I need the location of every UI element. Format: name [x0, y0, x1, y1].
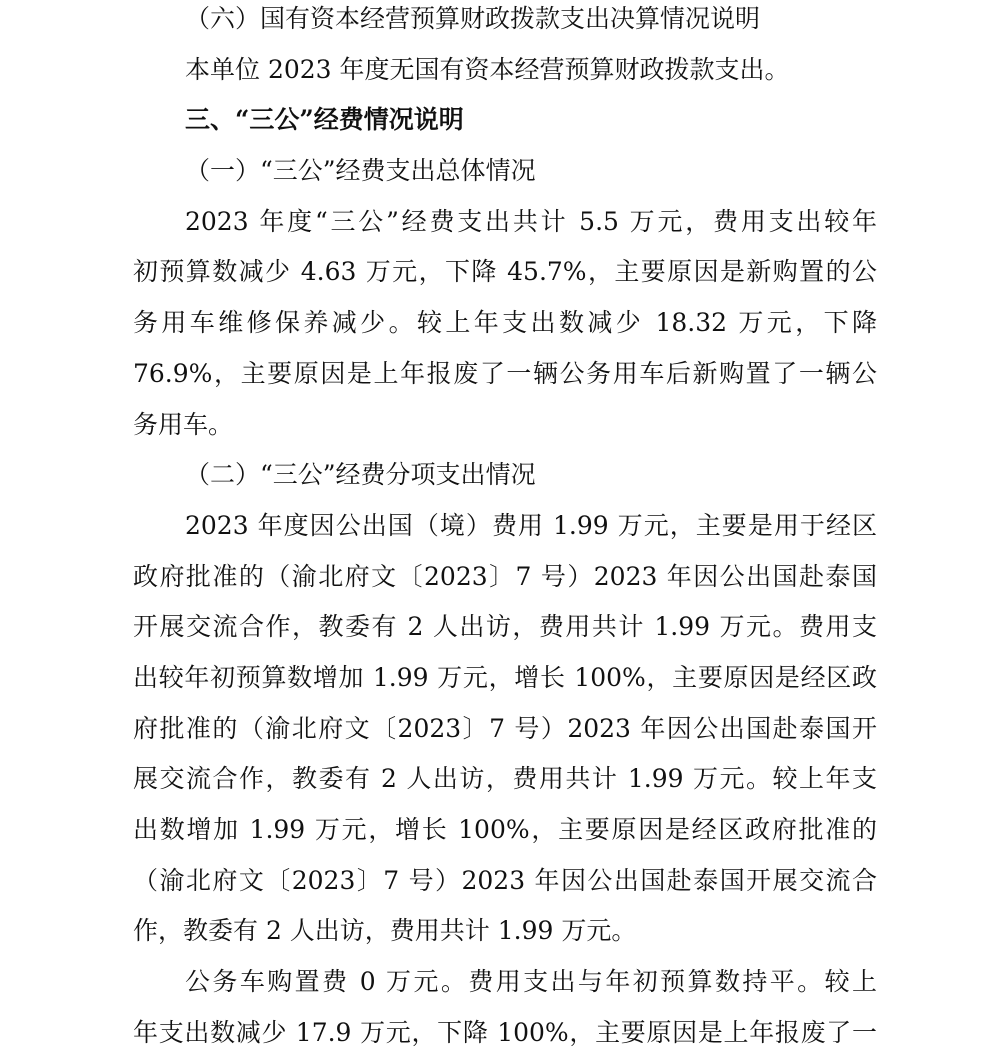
paragraph-line: 初预算数减少 4.63 万元，下降 45.7%，主要原因是新购置的公: [133, 257, 877, 287]
subsection-heading-overall: （一）“三公”经费支出总体情况: [185, 156, 536, 186]
paragraph-line: 年支出数减少 17.9 万元，下降 100%，主要原因是上年报废了一: [133, 1017, 877, 1047]
paragraph-line: 府批准的（渝北府文〔2023〕7 号）2023 年因公出国赴泰国开: [133, 713, 877, 743]
document-page: [133, 0, 877, 1058]
paragraph-line: 76.9%，主要原因是上年报废了一辆公务用车后新购置了一辆公: [133, 358, 877, 388]
paragraph-line: 出较年初预算数增加 1.99 万元，增长 100%，主要原因是经区政: [133, 662, 877, 692]
paragraph-line: 2023 年度“三公”经费支出共计 5.5 万元，费用支出较年: [185, 206, 877, 236]
paragraph-line: 作，教委有 2 人出访，费用共计 1.99 万元。: [133, 916, 637, 946]
paragraph-line: 务用车维修保养减少。较上年支出数减少 18.32 万元，下降: [133, 308, 877, 338]
paragraph-line: 展交流合作，教委有 2 人出访，费用共计 1.99 万元。较上年支: [133, 764, 877, 794]
paragraph-line: 开展交流合作，教委有 2 人出访，费用共计 1.99 万元。费用支: [133, 612, 877, 642]
paragraph-line: 2023 年度因公出国（境）费用 1.99 万元，主要是用于经区: [185, 510, 877, 540]
paragraph-line: （渝北府文〔2023〕7 号）2023 年因公出国赴泰国开展交流合: [133, 865, 877, 895]
section-heading-three-public: 三、“三公”经费情况说明: [185, 105, 464, 135]
subsection-heading-itemized: （二）“三公”经费分项支出情况: [185, 460, 536, 490]
paragraph-line: 政府批准的（渝北府文〔2023〕7 号）2023 年因公出国赴泰国: [133, 561, 877, 591]
paragraph-line: 出数增加 1.99 万元，增长 100%，主要原因是经区政府批准的: [133, 815, 877, 844]
section-heading-state-capital: （六）国有资本经营预算财政拨款支出决算情况说明: [185, 4, 761, 33]
paragraph-line: 公务车购置费 0 万元。费用支出与年初预算数持平。较上: [185, 967, 877, 997]
paragraph-line: 本单位 2023 年度无国有资本经营预算财政拨款支出。: [185, 54, 790, 84]
paragraph-line: 务用车。: [133, 409, 234, 439]
